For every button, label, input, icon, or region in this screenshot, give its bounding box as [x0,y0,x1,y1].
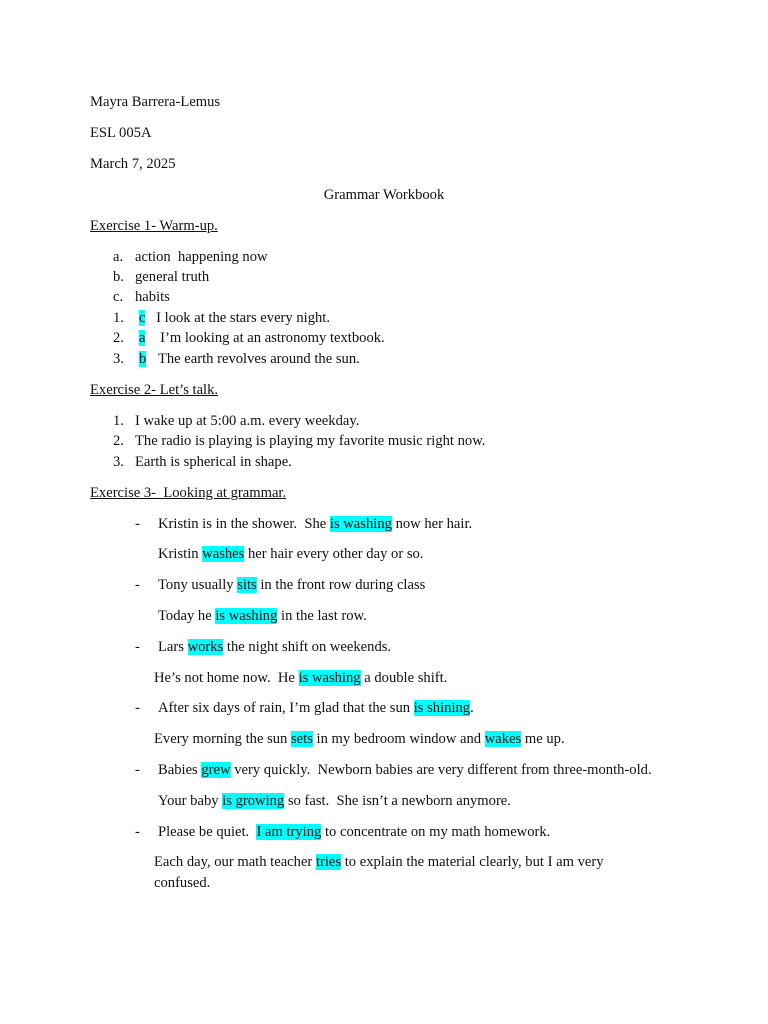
sentence-line [154,852,604,872]
sentence-text: the night shift on weekends. [223,639,392,655]
list-marker: b. [113,269,124,285]
sentence-text: so fast. She isn’t a newborn anymore. [284,793,511,809]
list-item [113,349,360,369]
item-text: Earth is spherical in shape. [135,454,292,470]
sentence-line [158,606,367,626]
sentence-line [158,791,511,811]
item-text: The radio is playing is playing my favorite music right now. [135,433,486,449]
highlighted-verb: is washing [329,516,392,532]
highlighted-verb: wakes [484,731,522,747]
list-marker: 2. [113,433,124,449]
sentence-text: Babies [158,762,202,778]
list-marker: 3. [113,351,124,367]
sentence-text: Today he [158,608,216,624]
bullet-marker: - [135,639,140,655]
exercise-1-heading: Exercise 1- Warm-up. [90,218,218,234]
sentence-line [154,729,565,749]
item-text: I’m looking at an astronomy textbook. [160,330,385,346]
list-item [113,287,170,307]
document-date: March 7, 2025 [90,156,176,172]
sentence-text: Kristin [158,546,203,562]
list-item [113,247,268,267]
bullet-marker: - [135,700,140,716]
list-item [113,452,292,472]
sentence-text: in my bedroom window and [312,731,485,747]
student-name: Mayra Barrera-Lemus [90,94,221,110]
course-code: ESL 005A [90,125,152,141]
sentence-line [158,760,652,780]
item-text: The earth revolves around the sun. [157,351,360,367]
highlighted-verb: is washing [215,608,278,624]
highlighted-verb: grew [201,762,231,778]
bullet-marker: - [135,762,140,778]
sentence-text: in the front row during class [256,577,426,593]
list-item [113,308,330,328]
list-marker: 3. [113,454,124,470]
list-item [113,328,385,348]
sentence-line [158,822,550,842]
sentence-text: me up. [521,731,565,747]
list-marker: 2. [113,330,124,346]
sentence-text: Each day, our math teacher [154,854,316,870]
bullet-marker: - [135,577,140,593]
sentence-text: a double shift. [360,670,448,686]
sentence-line: confused. [154,875,211,891]
sentence-text: Kristin is in the shower. She [158,516,330,532]
highlighted-verb: washes [202,546,245,562]
item-text: I wake up at 5:00 a.m. every weekday. [135,413,360,429]
sentence-text: her hair every other day or so. [244,546,424,562]
sentence-text: After six days of rain, I’m glad that the sun [158,700,414,716]
option-text: action happening now [135,249,268,265]
sentence-line [158,575,425,595]
answer-letter: a [139,330,146,346]
list-marker: 1. [113,413,124,429]
list-item [113,411,359,431]
sentence-line [158,514,472,534]
sentence-text: very quickly. Newborn babies are very different from three-month-old. [230,762,652,778]
highlighted-verb: tries [315,854,342,870]
bullet-marker: - [135,824,140,840]
list-marker: c. [113,289,124,305]
document-title: Grammar Workbook [323,187,445,203]
sentence-text: to explain the material clearly, but I am very [341,854,604,870]
highlighted-verb: sets [291,731,313,747]
sentence-line [154,668,447,688]
bullet-marker: - [135,516,140,532]
sentence-text: now her hair. [391,516,473,532]
sentence-text: Please be quiet. [158,824,257,840]
sentence-line [158,544,423,564]
list-item [113,431,485,451]
sentence-line [158,698,474,718]
option-text: general truth [135,269,210,285]
exercise-2-heading: Exercise 2- Let’s talk. [90,382,219,398]
highlighted-verb: sits [237,577,257,593]
sentence-text: . [470,700,474,716]
sentence-text: Every morning the sun [154,731,291,747]
highlighted-verb: is shining [413,700,471,716]
sentence-text: in the last row. [277,608,367,624]
sentence-text: Tony usually [158,577,238,593]
item-text: I look at the stars every night. [156,310,331,326]
highlighted-verb: works [187,639,224,655]
answer-letter: c [139,310,146,326]
highlighted-verb: is growing [222,793,285,809]
sentence-text: Lars [158,639,188,655]
exercise-3-heading: Exercise 3- Looking at grammar. [90,485,287,501]
list-marker: 1. [113,310,124,326]
option-text: habits [135,289,170,305]
list-item [113,267,209,287]
highlighted-verb: is washing [298,670,361,686]
sentence-text: He’s not home now. He [154,670,299,686]
sentence-line [158,637,391,657]
sentence-text: Your baby [158,793,223,809]
answer-letter: b [139,351,147,367]
highlighted-verb: I am trying [256,824,322,840]
sentence-text: to concentrate on my math homework. [321,824,551,840]
list-marker: a. [113,249,124,265]
